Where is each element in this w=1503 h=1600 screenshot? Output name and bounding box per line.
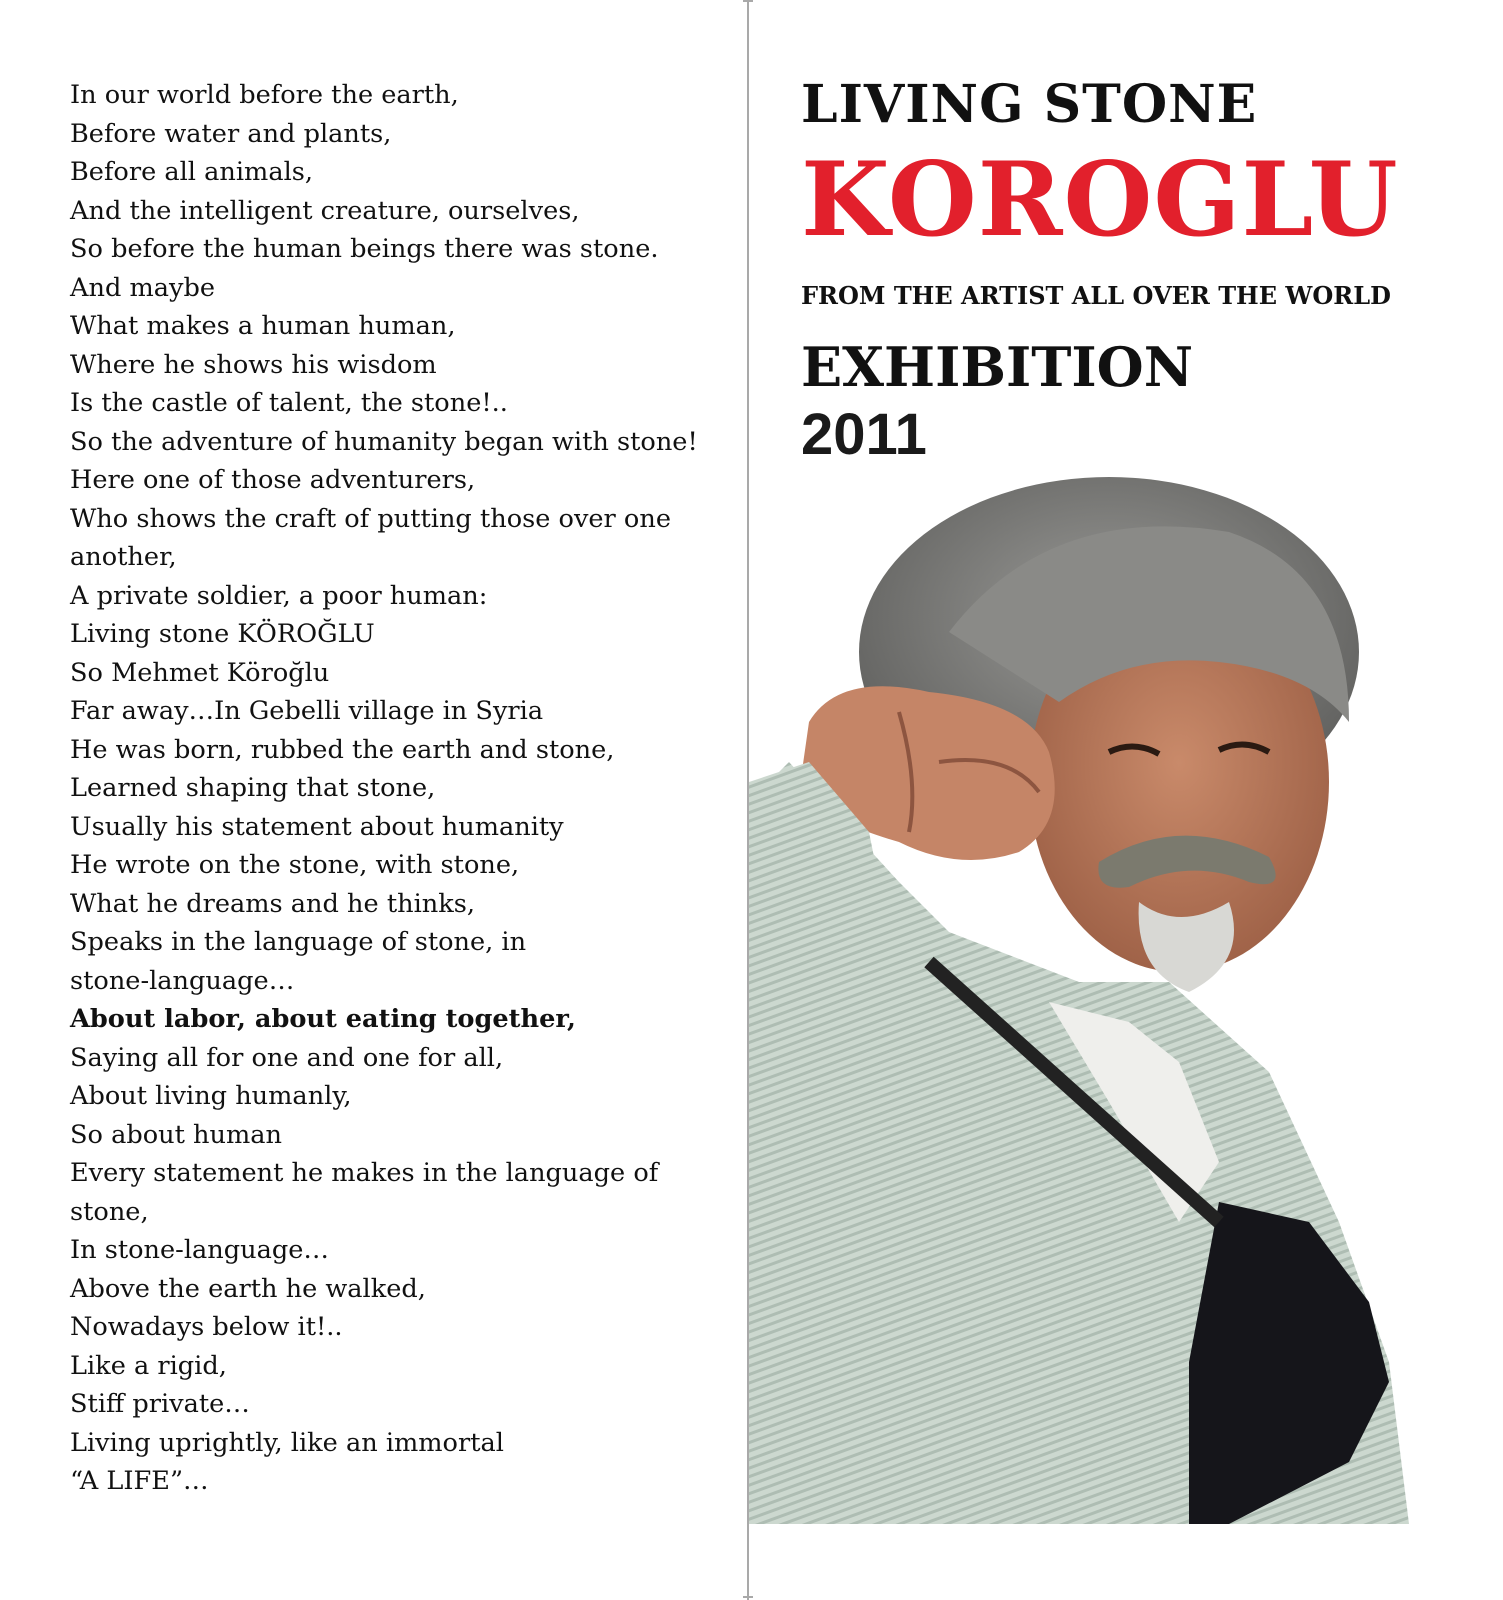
poem-line: Who shows the craft of putting those over one <box>70 503 671 534</box>
poem-line: Every statement he makes in the language of <box>70 1158 659 1188</box>
poem-line: stone, <box>70 1196 149 1227</box>
poem-line: Usually his statement about humanity <box>70 811 564 842</box>
poem-line: Stiff private… <box>70 1389 250 1419</box>
poem-line: About labor, about eating together, <box>70 1004 576 1034</box>
divider-tick-top <box>743 0 753 2</box>
exhibition-year: 2011 <box>801 402 927 467</box>
artist-photo <box>749 462 1409 1524</box>
poem-line: And the intelligent creature, ourselves, <box>70 195 580 226</box>
poem-line: “A LIFE”… <box>70 1466 209 1496</box>
poem-column <box>70 76 740 1501</box>
poem-line: What makes a human human, <box>70 311 456 341</box>
poem-line: Here one of those adventurers, <box>70 465 476 495</box>
divider-tick-bottom <box>743 1596 753 1598</box>
subtitle: FROM THE ARTIST ALL OVER THE WORLD <box>801 281 1391 310</box>
poem-line: Before all animals, <box>70 157 314 187</box>
poem-line: Speaks in the language of stone, in <box>70 927 527 957</box>
poem-line: So the adventure of humanity began with stone! <box>70 426 698 457</box>
poem-line: Living stone KÖROĞLU <box>70 619 375 649</box>
title-koroglu: KOROGLU <box>801 140 1399 260</box>
poem-line: stone-language… <box>70 965 295 996</box>
poem-line: So before the human beings there was stone. <box>70 234 659 264</box>
poem-line: Nowadays below it!.. <box>70 1312 343 1342</box>
poem-line: A private soldier, a poor human: <box>70 580 488 611</box>
poem-line: In our world before the earth, <box>70 80 459 110</box>
poem-line: What he dreams and he thinks, <box>70 888 476 919</box>
poem-line: So about human <box>70 1119 283 1150</box>
poem-line: Above the earth he walked, <box>70 1273 426 1304</box>
poem-line: Is the castle of talent, the stone!.. <box>70 388 508 418</box>
poem-line: Saying all for one and one for all, <box>70 1042 504 1073</box>
poem-line: He was born, rubbed the earth and stone, <box>70 734 615 765</box>
poem-line: He wrote on the stone, with stone, <box>70 850 520 880</box>
poem-line: So Mehmet Köroğlu <box>70 657 330 688</box>
poem-line: Before water and plants, <box>70 118 392 149</box>
title-living-stone: LIVING STONE <box>801 74 1258 135</box>
poem-line: About living humanly, <box>70 1081 352 1111</box>
poem-line: another, <box>70 542 177 572</box>
poem-line: And maybe <box>70 272 216 303</box>
poem-line: Like a rigid, <box>70 1350 227 1381</box>
poem-line: Far away…In Gebelli village in Syria <box>70 696 544 726</box>
poem-line: Living uprightly, like an immortal <box>70 1427 504 1458</box>
poem-line: In stone-language… <box>70 1235 330 1265</box>
exhibition-label: EXHIBITION <box>801 335 1194 399</box>
poem-line: Learned shaping that stone, <box>70 773 436 803</box>
poem-line: Where he shows his wisdom <box>70 349 437 380</box>
